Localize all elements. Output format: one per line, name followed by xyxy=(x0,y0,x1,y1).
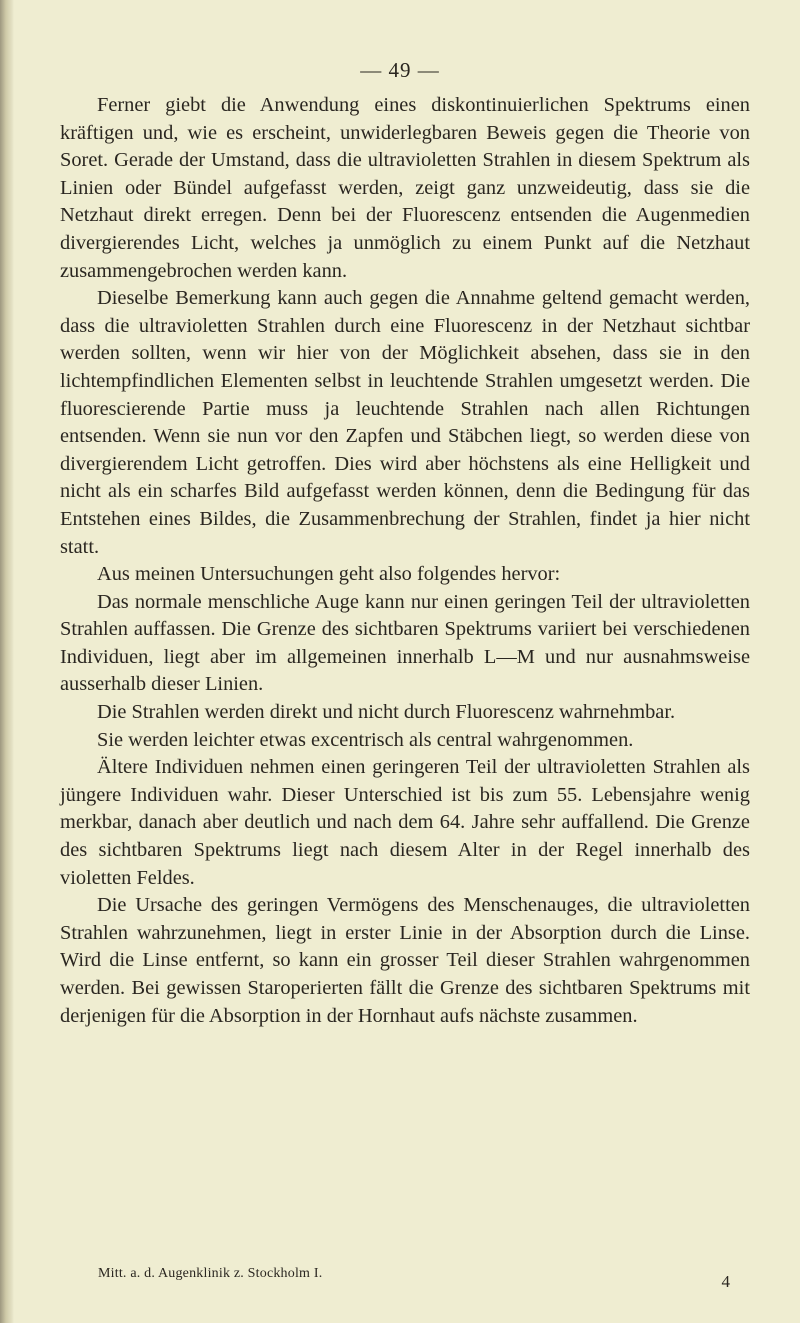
paragraph: Dieselbe Bemerkung kann auch gegen die Annahme geltend gemacht werden, dass die ultravioletten Strahlen durch eine Fluorescenz in der Netzhaut sichtbar werden sollten, wenn wir hier von der Möglichkeit absehen, dass sie in den lichtempfindlichen Elementen selbst in leuchtende Strahlen umgesetzt werden. Die fluorescierende Partie muss ja leuchtende Strahlen nach allen Richtungen entsenden. Wenn sie nun vor den Zapfen und Stäbchen liegt, so werden diese von divergierendem Licht getroffen. Dies wird aber höchstens als eine Helligkeit und nicht als ein scharfes Bild aufgefasst werden können, denn die Bedingung für das Entstehen eines Bildes, die Zusammenbrechung der Strahlen, findet ja hier nicht statt. xyxy=(60,287,750,558)
footer-note: Mitt. a. d. Augenklinik z. Stockholm I. xyxy=(98,1266,323,1281)
paragraph: Sie werden leichter etwas excentrisch als central wahrgenommen. xyxy=(97,728,634,751)
page-footer xyxy=(60,1266,750,1290)
paragraph: Aus meinen Untersuchungen geht also folgendes hervor: xyxy=(97,563,561,586)
page-number: — 49 — xyxy=(360,58,440,82)
signature-mark: 4 xyxy=(721,1272,730,1291)
paragraph: Die Strahlen werden direkt und nicht durch Fluorescenz wahrnehmbar. xyxy=(97,701,676,724)
page-binding-edge xyxy=(0,0,14,1323)
body-text xyxy=(60,92,750,1030)
paragraph: Ferner giebt die Anwendung eines diskontinuierlichen Spektrums einen kräftigen und, wie es erscheint, unwiderlegbaren Beweis gegen die Theorie von Soret. Gerade der Umstand, dass die ultravioletten Strahlen in diesem Spektrum als Linien oder Bündel aufgefasst werden, zeigt ganz unzweideutig, dass sie die Netzhaut direkt erregen. Denn bei der Fluorescenz entsenden die Augenmedien divergierendes Licht, welches ja unmöglich zu einem Punkt auf die Netzhaut zusammengebrochen werden kann. xyxy=(60,94,750,282)
paragraph: Ältere Individuen nehmen einen geringeren Teil der ultravioletten Strahlen als jüngere Individuen wahr. Dieser Unterschied ist bis zum 55. Lebensjahre wenig merkbar, danach aber deutlich und nach dem 64. Jahre sehr auffallend. Die Grenze des sichtbaren Spektrums liegt nach diesem Alter in der Regel innerhalb des violetten Feldes. xyxy=(60,756,750,889)
paragraph: Die Ursache des geringen Vermögens des Menschenauges, die ultravioletten Strahlen wahrzunehmen, liegt in erster Linie in der Absorption durch die Linse. Wird die Linse entfernt, so kann ein grosser Teil dieser Strahlen wahrgenommen werden. Bei gewissen Staroperierten fällt die Grenze des sichtbaren Spektrums mit derjenigen für die Absorption in der Hornhaut aufs nächste zusammen. xyxy=(60,894,750,1027)
paragraph: Das normale menschliche Auge kann nur einen geringen Teil der ultravioletten Strahlen auffassen. Die Grenze des sichtbaren Spektrums variiert bei verschiedenen Individuen, liegt aber im allgemeinen innerhalb L—M und nur ausnahmsweise ausserhalb dieser Linien. xyxy=(60,590,750,696)
